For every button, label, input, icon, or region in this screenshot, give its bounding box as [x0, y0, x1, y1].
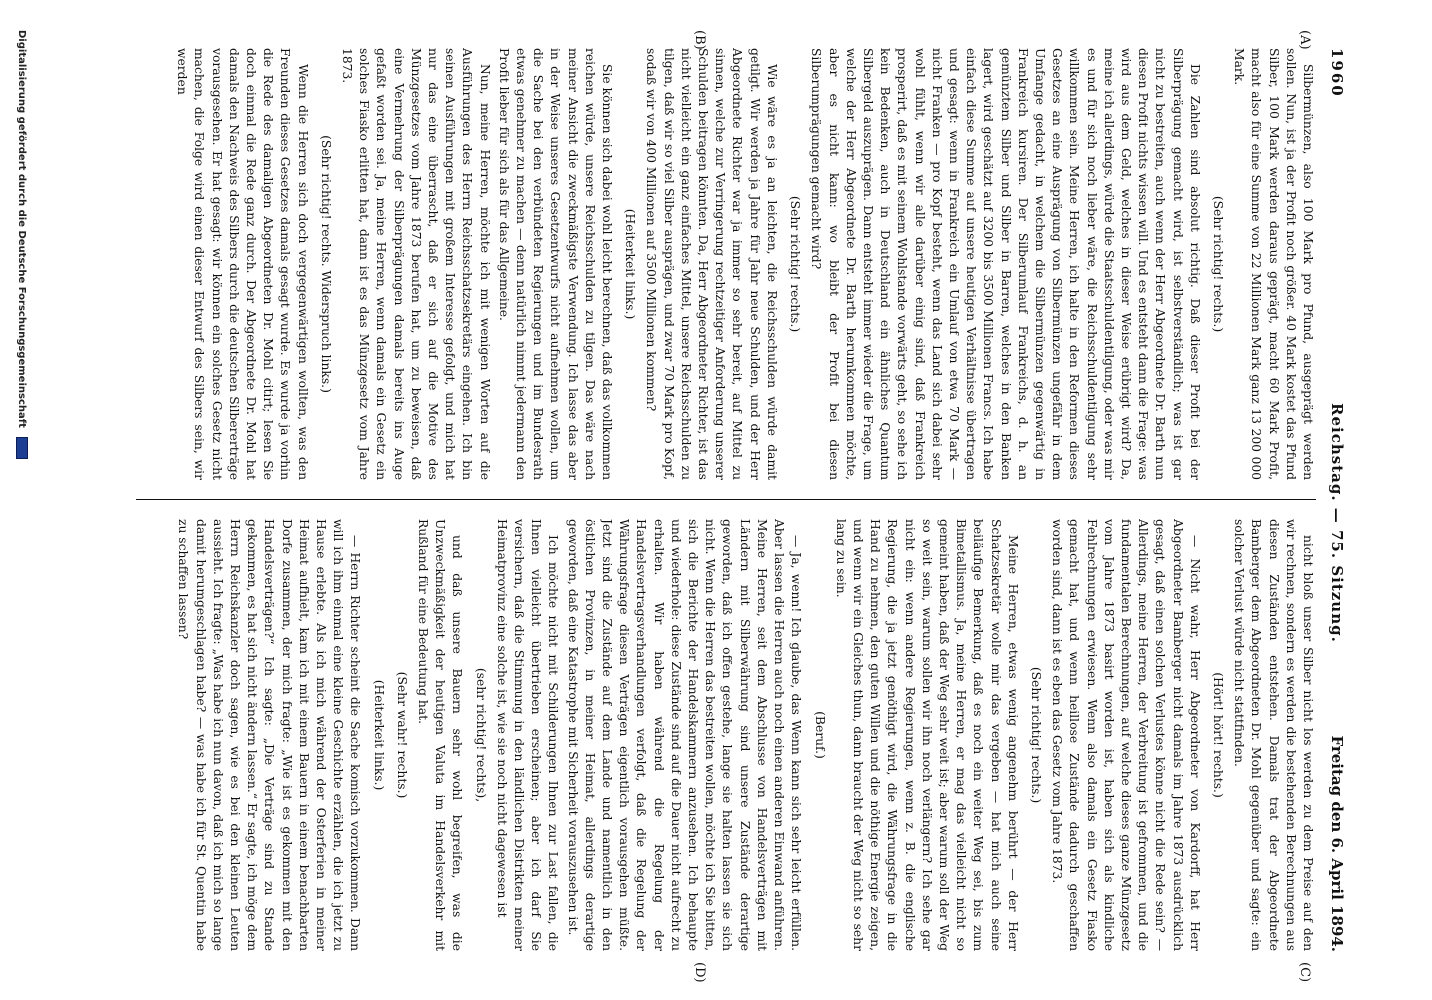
interjection: (sehr richtig! rechts),: [473, 667, 488, 803]
paragraph: Wie wäre es ja an leichten, die Reichsschulden würde damit getilgt. Wir werden ja Jahre für Jahr neue Schulden, und der Herr Abgeordnete Richter war ja immer so sehr bereit, auf Mittel zu sinnen, welche zur Verringerung rechtzeitiger Anforderung unserer Schulden beitragen könnten. Da, Herr Abgeordneter Richter, ist das nicht vielleicht ein ganz einfaches Mittel, unsere Reichsschulden zu tilgen, daß wir so viel Silber ausprägen, und zwar 70 Mark pro Kopf, sodaß wir von 400 Millionen auf 3500 Millionen kommen?: [644, 48, 779, 480]
paragraph: nicht bloß unser Silber nicht los werden zu dem Preise auf den wir rechnen, sondern es werden die bestehenden Berechnungen aus diesen Zuständen entstehen. Damals trat der Abgeordnete Bamberger dem Abgeordneten Dr. Mohl gegenüber und sagte: ein solcher Verlust würde nicht stattfinden.: [1232, 519, 1315, 951]
paragraph: — Ja, wenn! Ich glaube, das Wenn kann sich sehr leicht erfüllen. Aber lassen die Herren auch noch einen anderen Einwand anführen. Meine Herren, seit dem Abschlusse von Handelsverträgen mit Ländern mit Silberwährung sind unsere Zustände derartige geworden, daß ich offen gestehe, lange sie halten lassen sie sich nicht. Wenn die Herren das bestreiten wollen, möchte ich Sie bitten, sich die Berichte der Handelskammern anzusehen. Ich behaupte und wiederhole: diese Zustände sind auf die Dauer nicht aufrecht zu erhalten. Wir haben während die Regelung der Handelsvertragsverhandlungen verfolgt, daß die Regelung der Währungsfrage diesen Verträgen eigentlich vorausgehen müßte. Jetzt sind die Zustände auf dem Lande und namentlich in den östlichen Provinzen, in meiner Heimat, allerdings derartige geworden, daß eine Katastrophe mit Sicherheit vorauszusehen ist.: [565, 519, 804, 951]
paragraph: Die Zahlen sind absolut richtig. Daß dieser Profit bei der Silberprägung gemacht wird, ist selbstverständlich; was ist gar nicht zu bestreiten, auch wenn der Herr Abgeordnete Dr. Barth nun diesen Profit nichts wissen will. Und es entsteht dann die Frage: was wird aus dem Geld, welches in dieser Weise erübrigt wird? Da, meine ich allerdings, würde die Staatsschuldentilgung, oder was mir es und für sich noch lieber wäre, die Reichsschuldentilgung sehr willkommen sein. Meine Herren, ich halte in den Reformen dieses Gesetzes an eine Ausprägung von Silbermünzen ungefähr in dem Umfange gedacht, in welchem die Silbermünzen gegenwärtig in Frankreich kursiren. Der Silberumlauf Frankreichs, d. h. an gemünztem Silber und Silber in Barren, welches in den Banken lagert, wird geschätzt auf 3200 bis 3500 Millionen Francs. Ich habe einfach diese Summe auf unsere heutigen Verhältnisse übertragen und gesagt: wenn in Frankreich ein Umlauf von etwa 70 Mark — nicht Franken — pro Kopf besteht, wenn das Land sich dabei sehr wohl fühlt, wenn wir alle darüber einig sind, daß Frankreich prosperirt, daß es mit seinem Wohlstande vorwärts geht, so sehe ich kein Bedenken, auch in Deutschland ein ähnliches Quantum Silbergeld auszuprägen. Dann entsteht immer wieder die Frage, um welche der Herr Abgeordnete Dr. Barth herumkommen möchte, aber es nicht kann: wo bleibt der Profit bei diesen Silberumprägungen gemacht wird?: [809, 48, 1202, 480]
margin-marker-c: (C): [1297, 962, 1312, 983]
interjection: (Heiterkeit links.): [623, 208, 638, 320]
interjection: (Sehr richtig! rechts.): [788, 195, 803, 333]
dfg-logo: [16, 437, 28, 459]
paragraph: — Nicht wahr, Herr Abgeordneter von Kardorff, hat Herr Abgeordneter Bamberger nicht damals im Jahre 1873 ausdrücklich gesagt, daß einen solchen Verlustes könne nicht die Rede sein? — Allerdings, meine Herren, der Verbreitung ist gefrommen, und die fundamentalen Berechnungen, auf welche dieses ganze Münzgesetz vom Jahre 1873 basirt worden ist, haben sich als kindliche Fehlrechnungen erwiesen. Wenn also damals ein Gesetz Fiasko gemacht hat, und wenn heillose Zustände dadurch geschaffen worden sind, dann ist es eben das Gesetz vom Jahre 1873.: [1050, 519, 1202, 951]
interjection: (Sehr richtig! rechts.): [1210, 195, 1225, 333]
paragraph: Sie können sich dabei wohl leicht berechnen, daß das vollkommen reichen würde, unsere Reichsschulden zu tilgen. Das wäre nach meiner Ansicht die zweckmäßigste Verwendung. Ich lasse das aber in der Weise unseres Gesetzentwurfs nicht aufnehmen wollen, um die Sache bei den verbündeten Regierungen und im Bundesrath etwas genehmer zu machen — denn natürlich nimmt jedermann den Profit lieber für sich als für das Allgemeine.: [496, 48, 615, 480]
interjection: (Beruf.): [812, 711, 827, 759]
column-divider: [136, 499, 1316, 500]
paragraph: Meine Herren, etwas wenig angenehm berührt — der Herr Schatzsekretär wolle mir das vergeben — hat mich auch seine beiläufige Bemerkung, daß es noch ein weiter Weg sei, bis zum Bimetallismus. Ja, meine Herren, er mag das vielleicht nicht so gemeint haben, daß der Weg sehr weit ist; aber warum soll der Weg so weit sein, warum sollen wir ihn noch verlängern? Ich sehe gar nicht ein: wenn andere Regierungen, wenn z. B. die englische Regierung, die ja jetzt genöthigt wird, die Währungsfrage in die Hand zu nehmen, den guten Willen und die nöthige Energie zeigen, und wenn wir ein Gleiches thun, dann braucht der Weg nicht so sehr lang zu sein.: [833, 519, 1020, 951]
interjection: (Sehr richtig! rechts. Widerspruch links.): [318, 135, 333, 393]
paragraph: und daß unsere Bauern sehr wohl begreifen, was die Unzweckmäßigkeit der heutigen Valuta im Handelsverkehr mit Rußland für eine Bedeutung hat.: [416, 519, 465, 951]
credit-text: Digitalisierung gefördert durch die Deutsche Forschungsgemeinschaft: [16, 30, 27, 428]
digitization-credit: [10, 30, 28, 970]
left-column: [76, 48, 1316, 480]
margin-marker-a: (A): [1297, 30, 1312, 50]
paragraph: Ich möchte nicht mit Schilderungen Ihnen zur Last fallen, die Ihnen vielleicht übertrieben erscheinen; aber ich darf Sie versichern, daß die Stimmung in den ländlichen Distrikten meiner Heimatprovinz eine solche ist, wie sie noch nicht dagewesen ist: [494, 519, 561, 951]
margin-marker-d: (D): [692, 962, 707, 983]
session-date: Freitag den 6. April 1894.: [1328, 735, 1346, 952]
interjection: (Sehr richtig! rechts.): [1028, 666, 1043, 804]
page-title: Reichstag. — 75. Sitzung.: [1328, 403, 1346, 643]
right-column: [76, 519, 1316, 951]
page-header: [1320, 48, 1350, 952]
margin-marker-b: (B): [692, 30, 707, 50]
paragraph: — Herrn Richter scheint die Sache komisch vorzukommen. Dann will ich ihm einmal eine kleine Geschichte erzählen, die ich jetzt zu Hause erlebte. Als ich mich während der Osterferien in meiner Heimat aufhielt, kam ich mit einem Bauern in einem benachbarten Dorfe zusammen, der mich fragte: „Wie ist es gekommen mit den Handelsverträgen?“ Ich sagte: „Die Verträge sind zu Stande gekommen, es hat sich nicht ändern lassen.“ Er sagte, ich möge dem Herrn Reichskanzler doch sagen, wie es bei den kleinen Leuten aussieht. Ich fragte: „Was habe ich nun davon, daß ich mich so lange damit herumgeschlagen habe? — was habe ich für St. Quentin habe zu schaffen lassen?: [176, 519, 363, 951]
interjection: (Hört! hört! rechts.): [1210, 672, 1225, 798]
interjection: (Sehr wahr! rechts.): [394, 671, 409, 799]
paragraph: Nun, meine Herren, möchte ich mit wenigen Worten auf die Ausführungen des Herrn Reichsschatzsekretärs eingehen. Ich bin seinen Ausführungen mit großem Interesse gefolgt, und mich hat nur das eine überrascht, daß er sich auf die Motive des Münzgesetzes vom Jahre 1873 berufen hat, um zu beweisen, daß eine Vermehrung der Silberprägungen damals bereits ins Auge gefaßt worden sei. Ja, meine Herren, wenn damals ein Gesetz ein solches Fiasko erlitten hat, dann ist es das Münzgesetz vom Jahre 1873.: [340, 48, 492, 480]
page-number: 1960: [1328, 48, 1346, 98]
paragraph: Wenn die Herren sich doch vergegenwärtigen wollten, was den Freunden dieses Gesetzes damals gesagt wurde. Es wurde ja vorhin die Rede des damaligen Abgeordneten Dr. Mohl citirt; lesen Sie doch einmal die Rede ganz durch. Der Abgeordnete Dr. Mohl hat damals den Nachweis des Silbers durch die deutschen Silbererträge vorausgesehen. Er hat gesagt: wir können ein solches Gesetz nicht machen, die Folge wird einen dieser Entwurf des Silbers sein, wir werden: [175, 48, 310, 480]
paragraph: Silbermünzen, also 100 Mark pro Pfund, ausgeprägt werden sollen. Nun, ist ja der Profit noch größer. 40 Mark kostet das Pfund Silber, 100 Mark werden daraus geprägt, macht 60 Mark Profit, macht also für eine Summe von 22 Millionen Mark ganz 13 200 000 Mark.: [1232, 48, 1315, 480]
interjection: (Heiterkeit links.): [371, 679, 386, 791]
